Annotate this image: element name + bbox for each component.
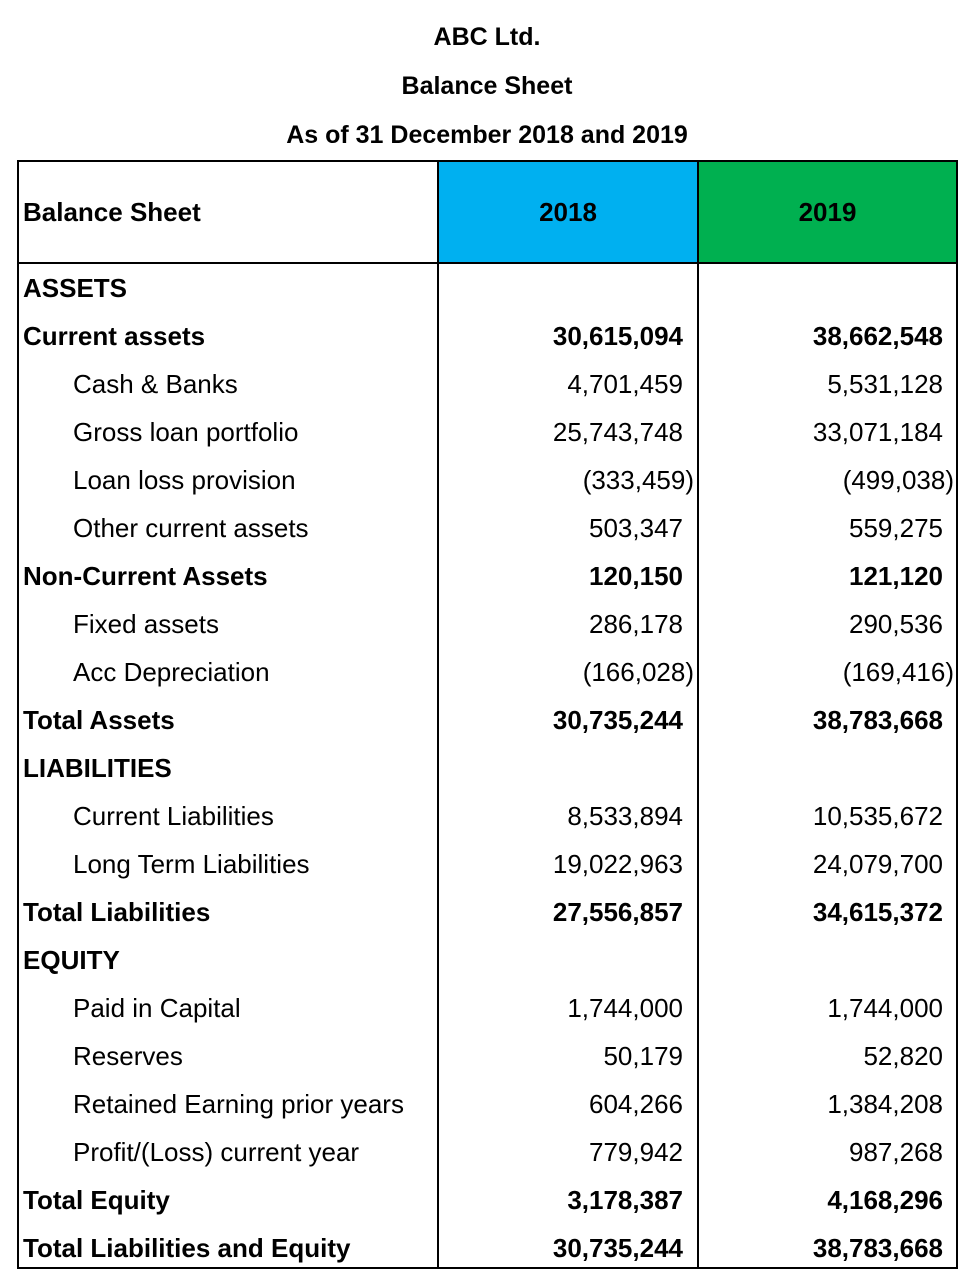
value-2019: 38,783,668 [812, 1233, 943, 1263]
table-row [19, 456, 956, 504]
value-2019 [699, 936, 943, 984]
row-label: Other current assets [73, 513, 309, 543]
table-header [19, 162, 956, 264]
row-label: ASSETS [23, 273, 128, 303]
table-row [19, 264, 956, 312]
value-2019: 38,783,668 [812, 705, 943, 735]
row-label: LIABILITIES [23, 753, 172, 783]
value-2019: 1,384,208 [827, 1089, 943, 1119]
row-label: Paid in Capital [73, 993, 241, 1023]
table-row [19, 552, 956, 600]
row-label: Profit/(Loss) current year [73, 1137, 360, 1167]
table-row [19, 1176, 956, 1224]
row-label: Total Liabilities [23, 897, 211, 927]
balance-sheet-table [17, 160, 958, 1269]
row-label: Total Liabilities and Equity [23, 1233, 351, 1263]
value-2019: 33,071,184 [812, 417, 943, 447]
row-label: Retained Earning prior years [73, 1089, 404, 1119]
value-2019: 52,820 [863, 1041, 943, 1071]
value-2018 [439, 936, 683, 984]
column-divider [437, 162, 439, 1267]
row-label: Non-Current Assets [23, 561, 268, 591]
table-row [19, 312, 956, 360]
value-2019: 10,535,672 [812, 801, 943, 831]
value-2019: 559,275 [849, 513, 943, 543]
row-label: Total Equity [23, 1185, 170, 1215]
table-row [19, 696, 956, 744]
header-2019: 2019 [699, 162, 956, 262]
value-2018: 30,735,244 [552, 705, 683, 735]
table-row [19, 600, 956, 648]
table-row [19, 648, 956, 696]
table-row [19, 1080, 956, 1128]
table-body [19, 264, 956, 1272]
value-2019: (169,416) [842, 657, 954, 687]
row-label: Fixed assets [73, 609, 219, 639]
value-2018: 19,022,963 [552, 849, 683, 879]
table-row [19, 888, 956, 936]
value-2018: 1,744,000 [567, 993, 683, 1023]
value-2019: 38,662,548 [812, 321, 943, 351]
value-2018: (166,028) [582, 657, 694, 687]
value-2018 [439, 744, 683, 792]
value-2019 [699, 744, 943, 792]
value-2018: 604,266 [589, 1089, 683, 1119]
row-label: Current assets [23, 321, 206, 351]
value-2018: 25,743,748 [552, 417, 683, 447]
row-label: Gross loan portfolio [73, 417, 299, 447]
value-2019: 987,268 [849, 1137, 943, 1167]
document-subtitle: As of 31 December 2018 and 2019 [286, 121, 688, 149]
table-row [19, 504, 956, 552]
row-label: Loan loss provision [73, 465, 296, 495]
value-2019: 4,168,296 [827, 1185, 943, 1215]
table-row [19, 1128, 956, 1176]
company-name: ABC Ltd. [433, 23, 541, 51]
document-title: Balance Sheet [401, 72, 573, 100]
row-label: Acc Depreciation [73, 657, 270, 687]
value-2018: (333,459) [582, 465, 694, 495]
table-row [19, 360, 956, 408]
table-row [19, 840, 956, 888]
row-label: Current Liabilities [73, 801, 274, 831]
row-label: Long Term Liabilities [73, 849, 310, 879]
value-2018: 3,178,387 [567, 1185, 683, 1215]
value-2018: 30,615,094 [552, 321, 683, 351]
value-2018: 30,735,244 [552, 1233, 683, 1263]
table-row [19, 744, 956, 792]
table-row [19, 936, 956, 984]
value-2019: 34,615,372 [812, 897, 943, 927]
row-label: Cash & Banks [73, 369, 238, 399]
value-2019: (499,038) [842, 465, 954, 495]
table-row [19, 1224, 956, 1272]
header-2018: 2018 [439, 162, 697, 262]
value-2019: 24,079,700 [812, 849, 943, 879]
row-label: EQUITY [23, 945, 120, 975]
value-2019: 5,531,128 [827, 369, 943, 399]
value-2018: 27,556,857 [552, 897, 683, 927]
column-divider [697, 162, 699, 1267]
table-row [19, 984, 956, 1032]
value-2018: 779,942 [589, 1137, 683, 1167]
value-2018: 503,347 [589, 513, 683, 543]
value-2018: 8,533,894 [567, 801, 683, 831]
value-2019: 1,744,000 [827, 993, 943, 1023]
value-2019: 290,536 [849, 609, 943, 639]
value-2018: 50,179 [603, 1041, 683, 1071]
value-2019: 121,120 [849, 561, 943, 591]
value-2018: 286,178 [589, 609, 683, 639]
value-2018: 4,701,459 [567, 369, 683, 399]
table-row [19, 408, 956, 456]
value-2019 [699, 264, 943, 312]
value-2018 [439, 264, 683, 312]
table-row [19, 1032, 956, 1080]
table-row [19, 792, 956, 840]
row-label: Total Assets [23, 705, 175, 735]
value-2018: 120,150 [589, 561, 683, 591]
header-label: Balance Sheet [23, 196, 201, 227]
row-label: Reserves [73, 1041, 183, 1071]
